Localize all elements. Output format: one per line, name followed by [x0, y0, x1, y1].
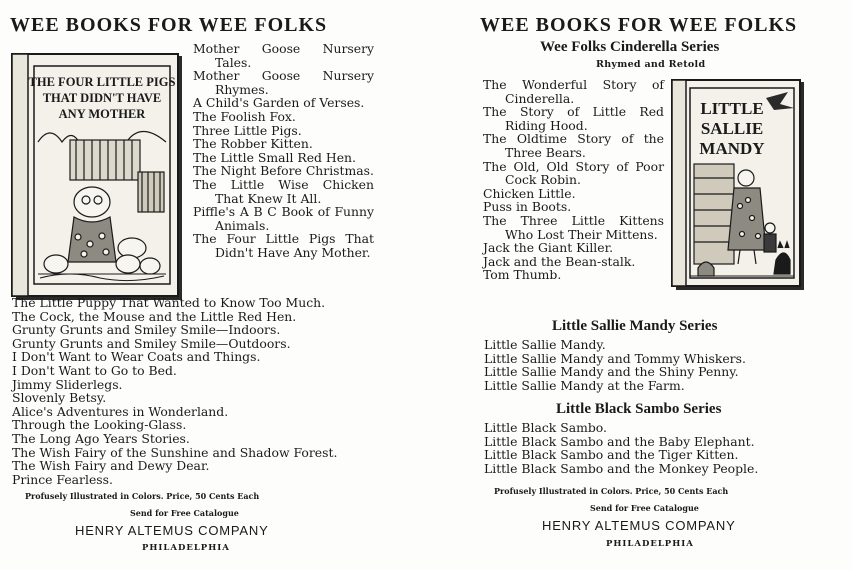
cover-title-line-1: THE FOUR LITTLE PIGS — [28, 75, 176, 89]
cinderella-titles — [483, 78, 664, 282]
page-header: WEE BOOKS FOR WEE FOLKS — [480, 14, 798, 36]
cover-title-line-1: LITTLE — [700, 99, 764, 118]
catalogue-line: Send for Free Catalogue — [590, 503, 699, 513]
list-item: Prince Fearless. — [12, 471, 113, 487]
list-item: Mother Goose Nursery Tales. — [193, 41, 374, 70]
list-item: The Oldtime Story of the Three Bears. — [483, 131, 664, 160]
list-item: Little Sallie Mandy. — [484, 337, 606, 352]
right-page — [426, 0, 852, 570]
cover-title-line-2: SALLIE — [700, 119, 764, 138]
list-item: Little Sallie Mandy at the Farm. — [484, 377, 685, 393]
list-item: A Child's Garden of Verses. — [193, 95, 365, 111]
list-item: Through the Looking-Glass. — [12, 417, 187, 433]
list-item: The Little Puppy That Wanted to Know Too Much. — [12, 295, 326, 310]
list-item: The Story of Little Red Riding Hood. — [483, 104, 664, 133]
list-item: Slovenly Betsy. — [12, 390, 107, 406]
list-item: Piffle's A B C Book of Funny Animals. — [193, 204, 374, 233]
cover-title-line-3: MANDY — [699, 139, 765, 158]
list-item: I Don't Want to Wear Coats and Things. — [12, 349, 261, 365]
list-item: The Cock, the Mouse and the Little Red Hen. — [12, 308, 297, 324]
little-sallie-mandy-book-cover — [670, 78, 806, 292]
catalogue-line: Send for Free Catalogue — [130, 508, 239, 518]
cinderella-series-title: Wee Folks Cinderella Series — [540, 39, 720, 55]
titles-below-cover — [12, 296, 422, 486]
list-item: The Wish Fairy and Dewy Dear. — [12, 458, 210, 474]
price-line: Profusely Illustrated in Colors. Price, 50 Cents Each — [25, 491, 260, 501]
sambo-titles — [484, 421, 844, 475]
sallie-series-title: Little Sallie Mandy Series — [552, 318, 718, 334]
list-item: The Night Before Christmas. — [193, 163, 374, 179]
list-item: Alice's Adventures in Wonderland. — [12, 403, 229, 419]
list-item: Puss in Boots. — [483, 199, 572, 215]
list-item: Little Black Sambo and the Baby Elephant. — [484, 433, 755, 449]
list-item: Jack the Giant Killer. — [483, 240, 614, 256]
list-item: The Little Small Red Hen. — [193, 149, 356, 165]
publisher-name: HENRY ALTEMUS COMPANY — [75, 523, 269, 538]
list-item: The Wish Fairy of the Sunshine and Shadow Forest. — [12, 444, 338, 460]
cover-title-line-3: ANY MOTHER — [58, 107, 146, 121]
sambo-series-title: Little Black Sambo Series — [556, 401, 722, 417]
list-item: Little Sallie Mandy and Tommy Whiskers. — [484, 350, 746, 366]
list-item: Grunty Grunts and Smiley Smile—Indoors. — [12, 322, 281, 338]
four-little-pigs-book-cover — [10, 52, 186, 302]
list-item: The Three Little Kittens Who Lost Their Mittens. — [483, 212, 664, 242]
list-item: The Foolish Fox. — [193, 108, 296, 124]
list-item: I Don't Want to Go to Bed. — [12, 362, 177, 378]
list-item: The Four Little Pigs That Didn't Have Any Mother. — [193, 231, 374, 260]
list-item: The Robber Kitten. — [193, 136, 313, 152]
list-item: The Long Ago Years Stories. — [12, 430, 190, 446]
sallie-titles — [484, 338, 844, 392]
titles-beside-cover — [193, 42, 374, 260]
list-item: Little Black Sambo. — [484, 420, 607, 435]
list-item: The Old, Old Story of Poor Cock Robin. — [483, 158, 664, 188]
series-subtitle: Rhymed and Retold — [596, 59, 706, 70]
publisher-city: PHILADELPHIA — [606, 539, 694, 549]
cover-title-line-2: THAT DIDN'T HAVE — [42, 91, 162, 105]
list-item: Little Sallie Mandy and the Shiny Penny. — [484, 364, 739, 380]
list-item: Grunty Grunts and Smiley Smile—Outdoors. — [12, 335, 291, 351]
list-item: Jimmy Sliderlegs. — [12, 376, 123, 392]
publisher-name: HENRY ALTEMUS COMPANY — [542, 518, 736, 533]
list-item: Tom Thumb. — [483, 267, 562, 283]
price-line: Profusely Illustrated in Colors. Price, 50 Cents Each — [494, 486, 729, 496]
page-header: WEE BOOKS FOR WEE FOLKS — [10, 14, 328, 36]
list-item: The Wonderful Story of Cinderella. — [483, 77, 664, 106]
publisher-city: PHILADELPHIA — [142, 543, 230, 553]
list-item: The Little Wise Chicken That Knew It All. — [193, 176, 374, 206]
list-item: Three Little Pigs. — [193, 122, 302, 138]
list-item: Mother Goose Nursery Rhymes. — [193, 68, 374, 97]
list-item: Jack and the Bean-stalk. — [483, 253, 636, 269]
list-item: Little Black Sambo and the Monkey People. — [484, 460, 759, 476]
list-item: Little Black Sambo and the Tiger Kitten. — [484, 447, 739, 463]
list-item: Chicken Little. — [483, 185, 576, 201]
